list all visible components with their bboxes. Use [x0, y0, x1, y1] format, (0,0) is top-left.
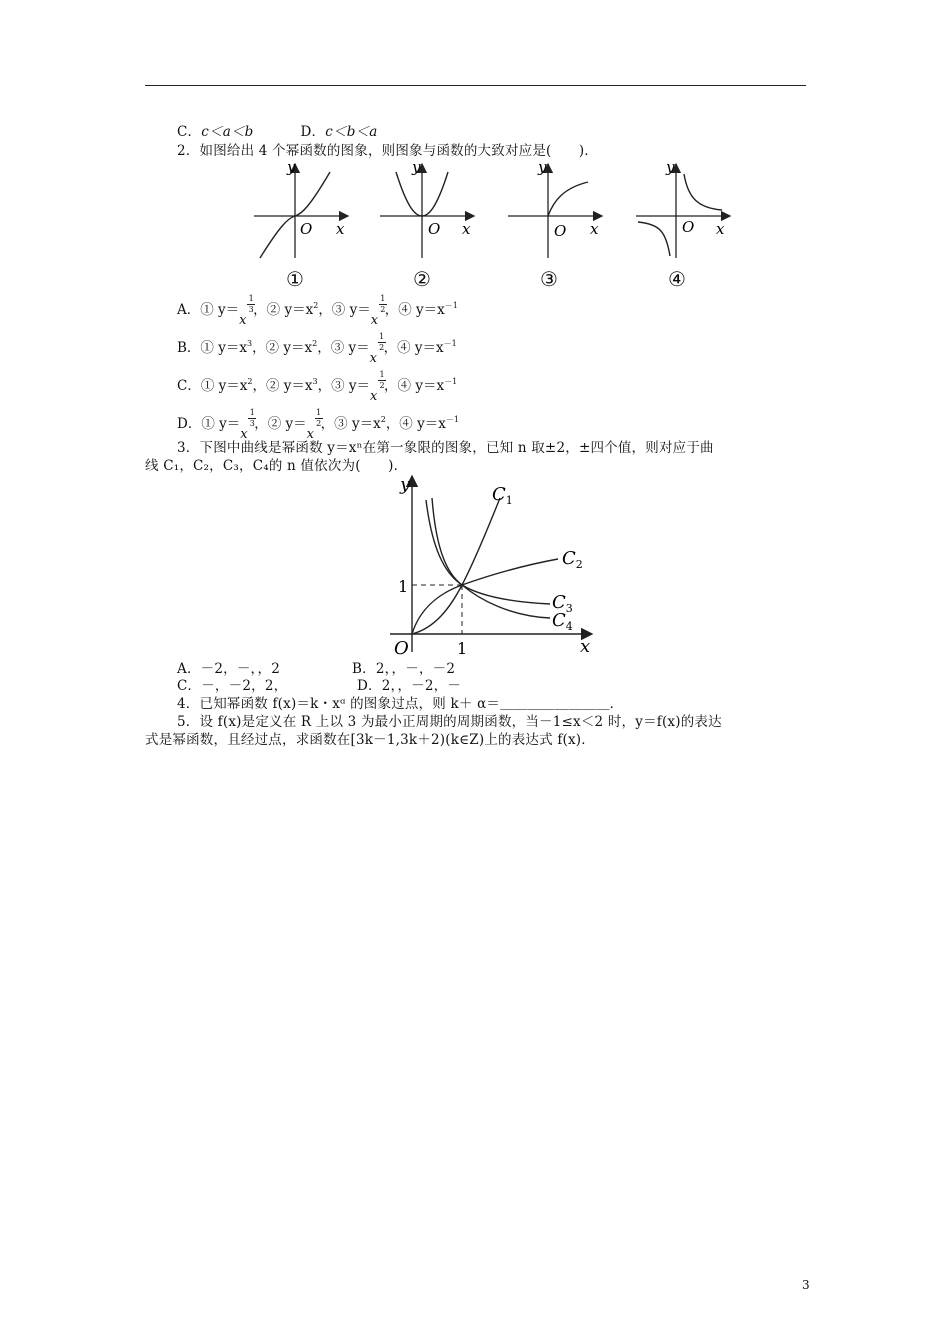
q2-option-d: D．① y＝ x 1 3 ，② y＝ x 1 2 ，③ $y=x^2$，④ $y=x^{-1}$ [177, 407, 459, 442]
svg-text:O: O [554, 222, 567, 240]
label-c1: $C_1$ [492, 484, 513, 507]
q3-stem-line2: 线 C₁，C₂，C₃，C₄的 n 值依次为( )． [145, 458, 408, 474]
graph-3-label: ③ [540, 267, 558, 291]
graph1-y-label: y [287, 158, 296, 176]
label-c2: $C_2$ [562, 548, 583, 571]
q3-x-label: x [580, 636, 591, 657]
q4-stem: 4．已知幂函数 f(x)＝k・xᵅ 的图象过点，则 k＋ α＝＿＿＿＿＿＿＿＿． [177, 696, 624, 712]
svg-text:O: O [428, 220, 441, 238]
svg-text:x: x [716, 220, 725, 238]
q3-option-d: D．2，，－2，－ [357, 678, 462, 694]
q2-stem: 2．如图给出 4 个幂函数的图象，则图象与函数的大致对应是( )． [177, 143, 599, 159]
q3-origin: O [394, 638, 409, 659]
q2-option-a: A．① y＝ x 1 3 ，② $y=x^2$，③ y＝ x 1 2 ，④ $y=x^{-1}$ [177, 293, 458, 328]
svg-text:y: y [412, 158, 421, 176]
graph-2-label: ② [413, 267, 431, 291]
svg-text:y: y [538, 158, 547, 176]
svg-text:y: y [666, 158, 675, 176]
q3-option-a: A．－2，－，，2 [177, 661, 280, 677]
q3-one-x: 1 [457, 639, 468, 658]
q1-options: C．c＜a＜b D．c＜b＜a [177, 124, 378, 140]
page-number: 3 [802, 1278, 810, 1292]
q3-stem-line1: 3．下图中曲线是幂函数 y＝xⁿ在第一象限的图象，已知 n 取±2，±四个值，则对应于曲 [177, 440, 714, 456]
header-rule [145, 85, 806, 86]
q3-graph [380, 468, 602, 660]
label-c4: $C_4$ [552, 610, 573, 633]
graph-4 [636, 158, 730, 258]
graph-2 [380, 158, 474, 258]
svg-text:O: O [682, 218, 695, 236]
q5-stem-line2: 式是幂函数，且经过点，求函数在[3k－1,3k＋2)(k∈Z)上的表达式 f(x)． [145, 732, 595, 748]
q5-stem-line1: 5．设 f(x)是定义在 R 上以 3 为最小正周期的周期函数，当－1≤x＜2 时，y＝f(x)的表达 [177, 714, 722, 730]
svg-text:x: x [590, 220, 599, 238]
svg-text:O: O [300, 220, 313, 238]
label-c3: $C_3$ [552, 592, 573, 615]
q2-graphs [240, 158, 740, 290]
svg-text:x: x [336, 220, 345, 238]
graph-1-label: ① [286, 267, 304, 291]
q2-option-b: B．① $y=x^3$，② $y=x^2$，③ y＝ x 1 2 ，④ $y=x^{-1}$ [177, 331, 457, 366]
q2-option-c: C．① $y=x^2$，② $y=x^3$，③ y＝ x 1 2 ，④ $y=x^{-1}$ [177, 369, 458, 404]
graph-3 [508, 158, 602, 258]
q3-option-c: C．－，－2，2， [177, 678, 288, 694]
q3-y-label: y [400, 474, 411, 495]
graph-1 [254, 158, 348, 258]
q3-one-y: 1 [398, 577, 409, 596]
svg-text:x: x [462, 220, 471, 238]
graph-4-label: ④ [668, 267, 686, 291]
q3-option-b: B．2，，－，－2 [352, 661, 456, 677]
